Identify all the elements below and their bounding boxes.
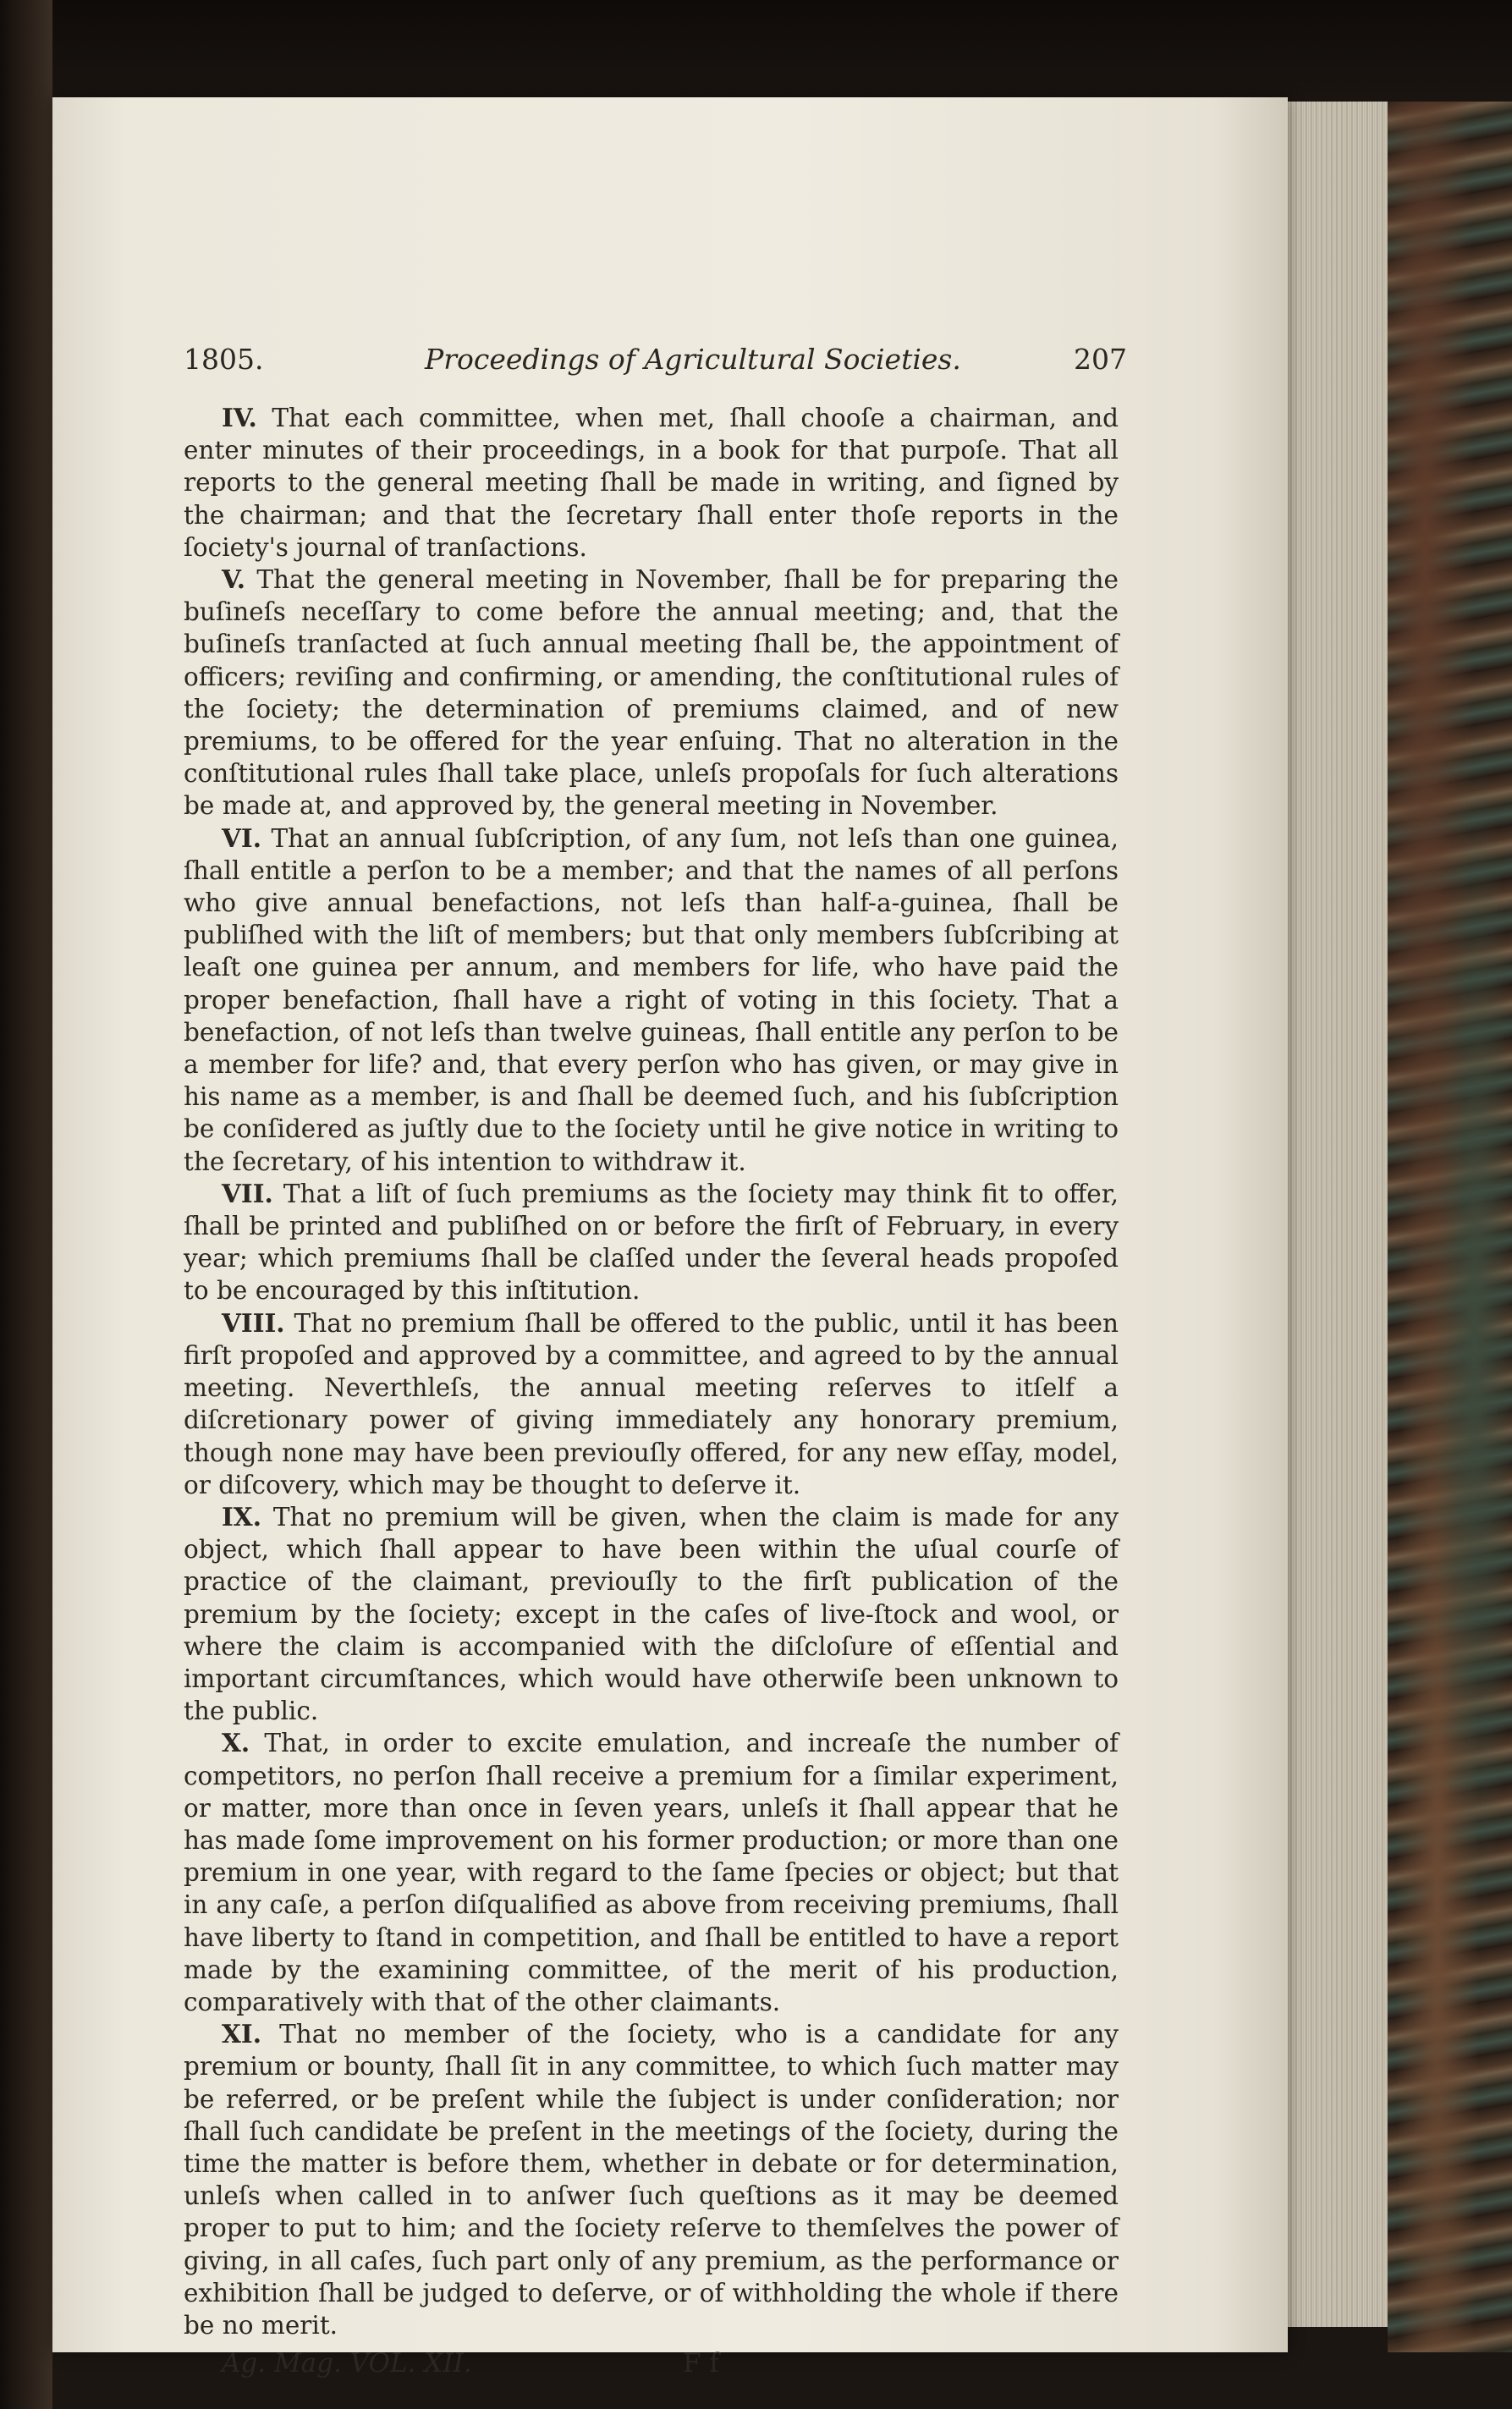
- paragraph-ix: [184, 1501, 1119, 1727]
- marbled-edge: [1388, 102, 1512, 2352]
- paragraph-number: VI.: [222, 822, 261, 853]
- header-year: 1805.: [184, 343, 264, 376]
- paragraph-number: XI.: [222, 2019, 261, 2049]
- paragraph-number: X.: [222, 1728, 250, 1758]
- paragraph-number: IX.: [222, 1501, 261, 1532]
- running-head: [184, 343, 1127, 402]
- sheet-mark: F f: [683, 2348, 719, 2379]
- paragraph-iv: [184, 402, 1119, 564]
- page-footer: [184, 2348, 1119, 2386]
- book-binding: [0, 0, 52, 2409]
- paragraph-xi: [184, 2018, 1119, 2341]
- paragraph-number: VIII.: [222, 1307, 285, 1338]
- paragraph-vi: [184, 822, 1119, 1178]
- paragraph-text: That no premium ſhall be offered to the public, until it has been firſt propoſed and approved by a committee, and agreed to by the annual meeting. Neverthleſs, the annual meeting reſerves to itſelf a diſcretionary power of giving immediately any honorary premium, though none may have been previouſly offered, for any new eſſay, model, or diſcovery, which may be thought to deſerve it.: [184, 1308, 1119, 1499]
- signature-mark: Ag. Mag. VOL. XII.: [222, 2348, 472, 2379]
- paragraph-v: [184, 564, 1119, 822]
- paragraph-viii: [184, 1307, 1119, 1501]
- paragraph-text: That the general meeting in November, ſhall be for preparing the buſineſs neceſſary to come before the annual meeting; and, that the buſineſs tranſacted at ſuch annual meeting ſhall be, the appointment of officers; reviſing and confirming, or amending, the conſtitutional rules of the ſociety; the determination of premiums claimed, and of new premiums, to be offered for the year enſuing. That no alteration in the conſtitutional rules ſhall take place, unleſs propoſals for ſuch alterations be made at, and approved by, the general meeting in November.: [184, 565, 1119, 821]
- paragraph-text: That an annual ſubſcription, of any ſum, not leſs than one guinea, ſhall entitle a perſon to be a member; and that the names of all perſons who give annual benefactions, not leſs than half-a-guinea, ſhall be publiſhed with the liſt of members; but that only members ſubſcribing at leaſt one guinea per annum, and members for life, who have paid the proper benefaction, ſhall have a right of voting in this ſociety. That a benefaction, of not leſs than twelve guineas, ſhall entitle any perſon to be a member for life? and, that every perſon who has given, or may give in his name as a member, is and ſhall be deemed ſuch, and his ſubſcription be conſidered as juſtly due to the ſociety until he give notice in writing to the ſecretary, of his intention to withdraw it.: [184, 823, 1119, 1176]
- paragraph-vii: [184, 1178, 1119, 1307]
- book-page: [52, 97, 1288, 2379]
- paragraph-number: V.: [222, 564, 246, 595]
- header-title: Proceedings of Agricultural Societies.: [425, 343, 961, 376]
- paragraph-text: That each committee, when met, ſhall chooſe a chairman, and enter minutes of their proceedings, in a book for that purpoſe. That all reports to the general meeting ſhall be made in writing, and ſigned by the chairman; and that the ſecretary ſhall enter thoſe reports in the ſociety's journal of tranſactions.: [184, 404, 1119, 562]
- paragraph-number: VII.: [222, 1178, 273, 1208]
- paragraph-number: IV.: [222, 403, 257, 432]
- paragraph-text: That, in order to excite emulation, and increaſe the number of competitors, no perſon ſhall receive a premium for a ſimilar experiment, or matter, more than once in ſeven years, unleſs it ſhall appear that he has made ſome improvement on his former production; or more than one premium in one year, with regard to the ſame ſpecies or object; but that in any caſe, a perſon diſqualified as above from receiving premiums, ſhall have liberty to ſtand in competition, and ſhall be entitled to have a report made by the examining committee, of the merit of his production, comparatively with that of the other claimants.: [184, 1729, 1119, 2016]
- paragraph-text: That a liſt of ſuch premiums as the ſociety may think fit to offer, ſhall be printed and publiſhed on or before the firſt of February, in every year; which premiums ſhall be claſſed under the ſeveral heads propoſed to be encouraged by this inſtitution.: [184, 1179, 1119, 1306]
- text-block: [184, 343, 1127, 2386]
- paragraph-x: [184, 1727, 1119, 2018]
- paragraph-text: That no premium will be given, when the claim is made for any object, which ſhall appear to have been within the uſual courſe of practice of the claimant, previouſly to the firſt publication of the premium by the ſociety; except in the caſes of live-ſtock and wool, or where the claim is accompanied with the diſcloſure of eſſential and important circumſtances, which would have otherwiſe been unknown to the public.: [184, 1502, 1119, 1726]
- paragraph-text: That no member of the ſociety, who is a candidate for any premium or bounty, ſhall ſit in any committee, to which ſuch matter may be referred, or be preſent while the ſubject is under conſideration; nor ſhall ſuch candidate be preſent in the meetings of the ſociety, during the time the matter is before them, whether in debate or for determination, unleſs when called in to anſwer ſuch queſtions as it may be deemed proper to put to him; and the ſociety reſerve to themſelves the power of giving, in all caſes, ſuch part only of any premium, as the performance or exhibition ſhall be judged to deſerve, or of withholding the whole if there be no merit.: [184, 2020, 1119, 2340]
- page-number: 207: [1074, 343, 1127, 376]
- page-fore-edge: [1278, 102, 1388, 2327]
